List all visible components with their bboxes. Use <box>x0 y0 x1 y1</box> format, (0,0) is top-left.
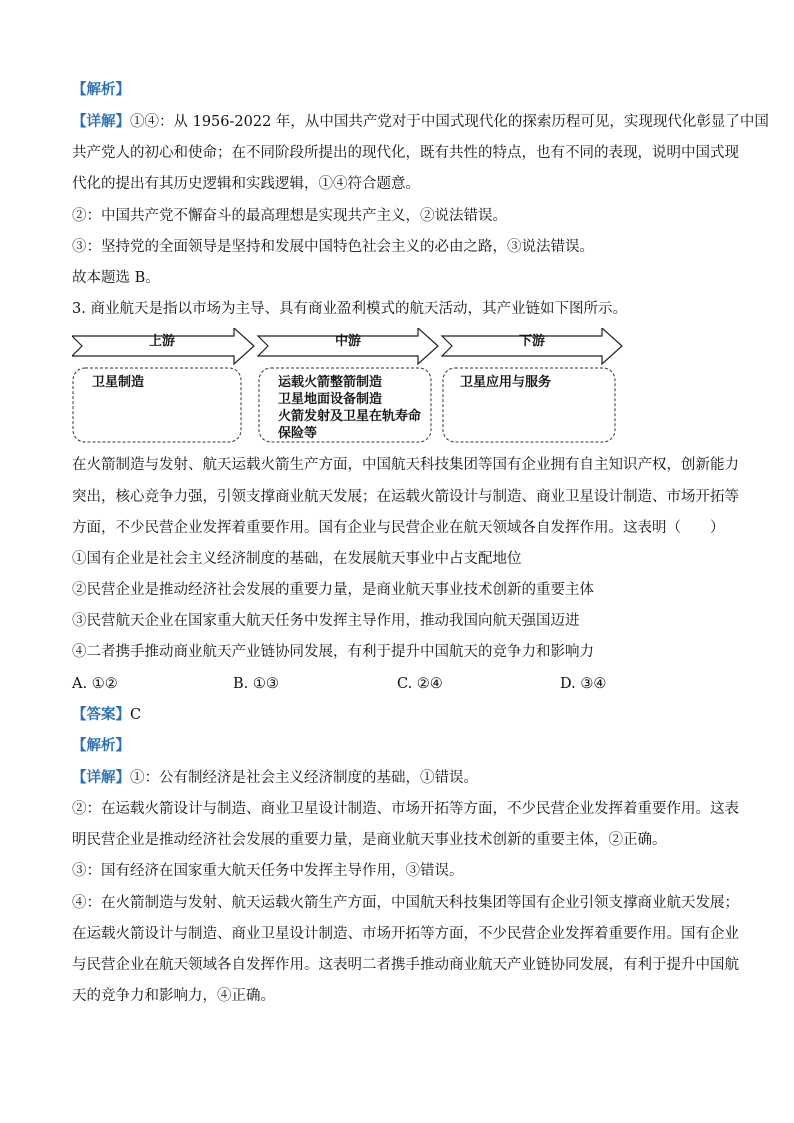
detail-line-1 <box>72 112 769 132</box>
downstream-label: 下游 <box>518 334 545 349</box>
statement-2: ②民营企业是推动经济社会发展的重要力量，是商业航天事业技术创新的重要主体 <box>72 582 594 598</box>
explanation-3: ③：坚持党的全面领导是坚持和发展中国特色社会主义的必由之路，③说法错误。 <box>72 239 594 255</box>
detail2-line-5: ④：在火箭制造与发射、航天运载火箭生产方面，中国航天科技集团等国有企业引领支撑商业航天发展； <box>72 895 739 911</box>
question-3-stem: 3. 商业航天是指以市场为主导、具有商业盈利模式的航天活动，其产业链如下图所示。 <box>72 301 627 317</box>
detail2-line-4: ③：国有经济在国家重大航天任务中发挥主导作用，③错误。 <box>72 863 464 879</box>
analysis-heading-2: 【解析】 <box>72 737 130 754</box>
midstream-item-1: 运载火箭整箭制造 <box>278 375 383 390</box>
option-a: A. ①② <box>72 676 118 692</box>
detail2-text-1: ①：公有制经济是社会主义经济制度的基础，①错误。 <box>130 770 478 786</box>
option-b: B. ①③ <box>233 676 279 692</box>
statement-3: ③民营航天企业在国家重大航天任务中发挥主导作用，推动我国向航天强国迈进 <box>72 613 580 629</box>
explanation-2: ②：中国共产党不懈奋斗的最高理想是实现共产主义，②说法错误。 <box>72 208 507 224</box>
detail2-line-1 <box>72 768 732 788</box>
detail2-line-3: 明民营企业是推动经济社会发展的重要力量，是商业航天事业技术创新的重要主体，②正确。 <box>72 832 667 848</box>
answer-tag: 【答案】 <box>72 706 130 723</box>
detail2-line-2: ②：在运载火箭设计与制造、商业卫星设计制造、市场开拓等方面，不少民营企业发挥着重要作用。这表 <box>72 801 739 817</box>
detail-text-1: ①④：从 1956-2022 年，从中国共产党对于中国式现代化的探索历程可见，实现现代化彰显了中国 <box>130 114 769 130</box>
detail2-line-6: 在运载火箭设计与制造、商业卫星设计制造、市场开拓等方面，不少民营企业发挥着重要作用。国有企业 <box>72 926 739 942</box>
industry-chain-diagram <box>72 328 628 448</box>
conclusion: 故本题选 B。 <box>72 270 160 286</box>
detail-line-2: 共产党人的初心和使命；在不同阶段所提出的现代化，既有共性的特点，也有不同的表现，说明中国式现 <box>72 145 739 161</box>
analysis-heading: 【解析】 <box>72 81 130 98</box>
midstream-item-4: 保险等 <box>278 426 318 441</box>
answer-value: C <box>130 707 142 723</box>
statement-1: ①国有企业是社会主义经济制度的基础，在发展航天事业中占支配地位 <box>72 551 522 567</box>
midstream-item-2: 卫星地面设备制造 <box>278 392 383 407</box>
option-c: C. ②④ <box>397 676 443 692</box>
question-3-body-2: 突出，核心竞争力强，引领支撑商业航天发展；在运载火箭设计与制造、商业卫星设计制造、市场开拓等 <box>72 489 739 505</box>
statement-4: ④二者携手推动商业航天产业链协同发展，有利于提升中国航天的竞争力和影响力 <box>72 644 594 660</box>
detail-tag: 【详解】 <box>72 113 130 130</box>
detail-tag-2: 【详解】 <box>72 769 130 786</box>
detail2-line-7: 与民营企业在航天领域各自发挥作用。这表明二者携手推动商业航天产业链协同发展，有利于提升中国航 <box>72 957 739 973</box>
detail2-line-8: 天的竞争力和影响力，④正确。 <box>72 988 275 1004</box>
option-d: D. ③④ <box>560 676 607 692</box>
midstream-item-3: 火箭发射及卫星在轨寿命 <box>278 409 422 424</box>
upstream-item: 卫星制造 <box>92 375 145 390</box>
upstream-label: 上游 <box>148 334 175 349</box>
downstream-item: 卫星应用与服务 <box>460 375 552 390</box>
detail-line-3: 代化的提出有其历史逻辑和实践逻辑，①④符合题意。 <box>72 176 420 192</box>
answer-line <box>72 705 732 725</box>
question-3-body-3: 方面，不少民营企业发挥着重要作用。国有企业与民营企业在航天领域各自发挥作用。这表明（ ） <box>72 520 725 536</box>
midstream-label: 中游 <box>334 334 361 349</box>
question-3-body-1: 在火箭制造与发射、航天运载火箭生产方面，中国航天科技集团等国有企业拥有自主知识产权，创新能力 <box>72 457 739 473</box>
